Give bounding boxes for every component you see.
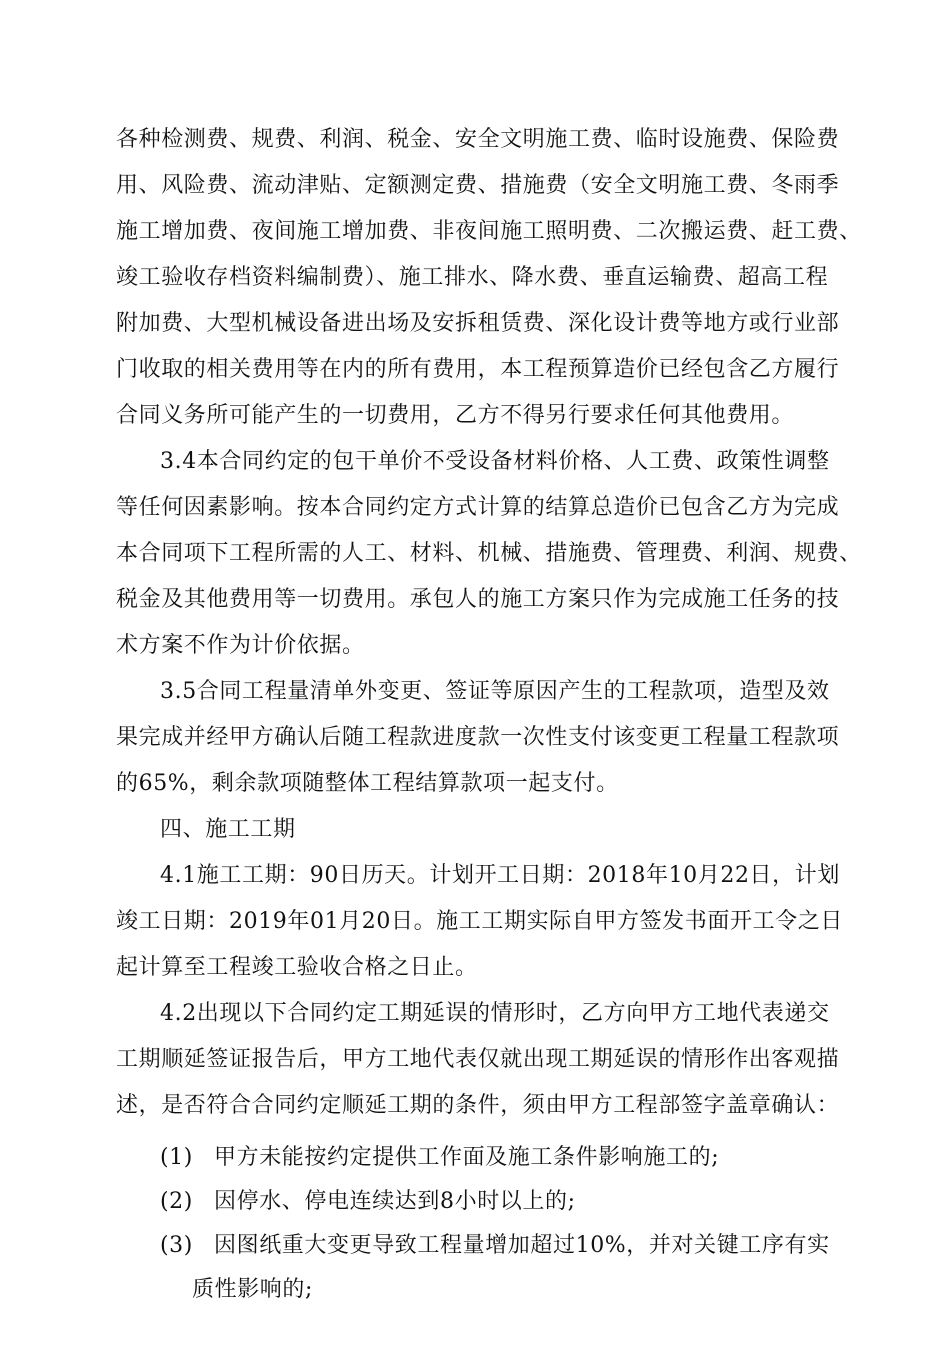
clause-4-2-start: 4.2出现以下合同约定工期延误的情形时，乙方向甲方工地代表递交 (160, 1001, 830, 1026)
text-line: 起计算至工程竣工验收合格之日止。 (116, 955, 478, 980)
text-line: 附加费、大型机械设备进出场及安拆租赁费、深化设计费等地方或行业部 (116, 311, 840, 336)
text-line: 门收取的相关费用等在内的所有费用，本工程预算造价已经包含乙方履行 (116, 357, 840, 382)
text-line: 本合同项下工程所需的人工、材料、机械、措施费、管理费、利润、规费、 (116, 541, 862, 566)
clause-4-1-start: 4.1施工工期：90日历天。计划开工日期：2018年10月22日，计划 (160, 863, 840, 888)
text-line: 合同义务所可能产生的一切费用，乙方不得另行要求任何其他费用。 (116, 403, 795, 428)
text-line: 竣工验收存档资料编制费）、施工排水、降水费、垂直运输费、超高工程 (116, 265, 829, 290)
clause-3-5-start: 3.5合同工程量清单外变更、签证等原因产生的工程款项，造型及效 (160, 679, 830, 704)
list-item (160, 1180, 576, 1224)
text-line: 述，是否符合合同约定顺延工期的条件，须由甲方工程部签字盖章确认： (116, 1093, 840, 1118)
list-item-number: (3) (160, 1233, 193, 1258)
list-item (160, 1136, 719, 1180)
list-item-number: (2) (160, 1189, 193, 1214)
text-line: 的65%，剩余款项随整体工程结算款项一起支付。 (116, 771, 619, 796)
clause-3-4-start: 3.4本合同约定的包干单价不受设备材料价格、人工费、政策性调整 (160, 449, 830, 474)
list-item-continuation: 质性影响的; (192, 1277, 314, 1302)
list-item-text: 甲方未能按约定提供工作面及施工条件影响施工的; (214, 1145, 720, 1170)
list-item-number: (1) (160, 1145, 193, 1170)
text-line: 工期顺延签证报告后，甲方工地代表仅就出现工期延误的情形作出客观描 (116, 1047, 840, 1072)
text-line: 果完成并经甲方确认后随工程款进度款一次性支付该变更工程量工程款项 (116, 725, 840, 750)
list-item-text: 因停水、停电连续达到8小时以上的; (214, 1189, 576, 1214)
text-line: 术方案不作为计价依据。 (116, 633, 365, 658)
section-heading: 四、施工工期 (160, 817, 296, 842)
text-line: 用、风险费、流动津贴、定额测定费、措施费（安全文明施工费、冬雨季 (116, 173, 840, 198)
text-line: 各种检测费、规费、利润、税金、安全文明施工费、临时设施费、保险费 (116, 127, 840, 152)
text-line: 税金及其他费用等一切费用。承包人的施工方案只作为完成施工任务的技 (116, 587, 840, 612)
list-item-text: 因图纸重大变更导致工程量增加超过10%，并对关键工序有实 (214, 1233, 830, 1258)
text-line: 竣工日期：2019年01月20日。施工工期实际自甲方签发书面开工令之日 (116, 909, 843, 934)
text-line: 等任何因素影响。按本合同约定方式计算的结算总造价已包含乙方为完成 (116, 495, 840, 520)
text-line: 施工增加费、夜间施工增加费、非夜间施工照明费、二次搬运费、赶工费、 (116, 219, 862, 244)
list-item (160, 1224, 830, 1268)
